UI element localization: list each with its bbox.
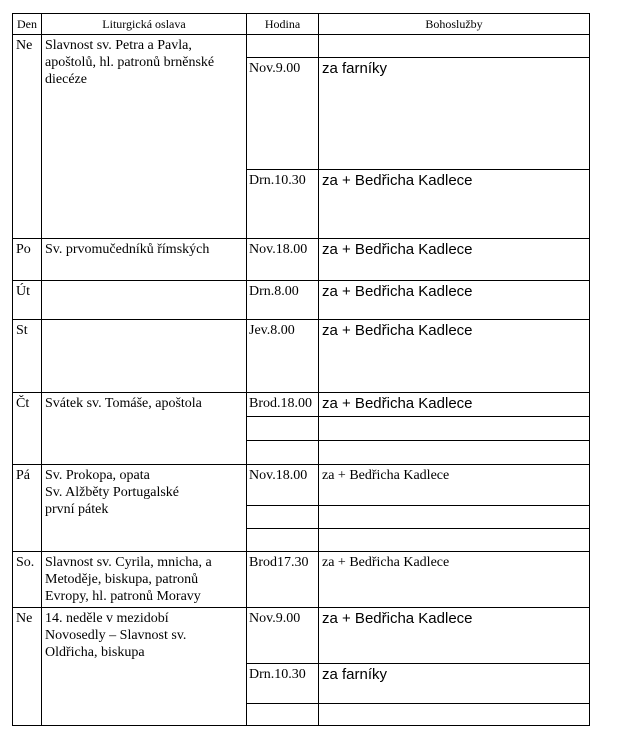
day-cell: Ne (13, 35, 42, 239)
hour-cell: Drn.10.30 (247, 664, 319, 704)
day-cell: Pá (13, 465, 42, 552)
service-cell (319, 704, 590, 726)
service-cell (319, 35, 590, 58)
service-cell: za + Bedřicha Kadlece (319, 239, 590, 281)
celebration-line: Sv. prvomučedníků římských (45, 242, 210, 257)
celebration-line: Evropy, hl. patronů Moravy (45, 589, 201, 604)
service-cell: za farníky (319, 664, 590, 704)
service-cell: za + Bedřicha Kadlece (319, 608, 590, 664)
hour-cell (247, 529, 319, 552)
celebration-cell (42, 552, 247, 608)
day-cell: Ne (13, 608, 42, 726)
table-row (13, 465, 590, 506)
celebration-line: Metoděje, biskupa, patronů (45, 572, 199, 587)
header-hour: Hodina (247, 14, 319, 35)
service-cell: za + Bedřicha Kadlece (319, 393, 590, 417)
service-cell (319, 529, 590, 552)
celebration-cell (42, 239, 247, 281)
hour-cell: Jev.8.00 (247, 320, 319, 393)
day-cell: So. (13, 552, 42, 608)
service-cell (319, 441, 590, 465)
celebration-cell (42, 393, 247, 465)
celebration-cell (42, 465, 247, 552)
celebration-line: první pátek (45, 502, 109, 517)
day-cell: St (13, 320, 42, 393)
hour-cell (247, 441, 319, 465)
hour-cell: Drn.10.30 (247, 170, 319, 239)
service-cell: za + Bedřicha Kadlece (319, 170, 590, 239)
celebration-line: Sv. Prokopa, opata (45, 468, 150, 483)
celebration-line: 14. neděle v mezidobí (45, 611, 169, 626)
hour-cell (247, 35, 319, 58)
celebration-cell (42, 35, 247, 239)
celebration-cell (42, 320, 247, 393)
day-cell: Po (13, 239, 42, 281)
header-day: Den (13, 14, 42, 35)
hour-cell: Nov.9.00 (247, 58, 319, 170)
hour-cell: Brod.18.00 (247, 393, 319, 417)
service-cell: za farníky (319, 58, 590, 170)
celebration-cell (42, 608, 247, 726)
service-cell: za + Bedřicha Kadlece (319, 552, 590, 608)
celebration-line: Sv. Alžběty Portugalské (45, 485, 180, 500)
hour-cell: Nov.18.00 (247, 239, 319, 281)
schedule-table (12, 13, 590, 726)
table-row (13, 239, 590, 281)
service-cell: za + Bedřicha Kadlece (319, 281, 590, 320)
hour-cell: Nov.18.00 (247, 465, 319, 506)
service-cell: za + Bedřicha Kadlece (319, 320, 590, 393)
celebration-line: Novosedly – Slavnost sv. (45, 628, 187, 643)
header-services: Bohoslužby (319, 14, 590, 35)
celebration-line: Slavnost sv. Petra a Pavla, (45, 38, 192, 53)
hour-cell (247, 417, 319, 441)
header-celebration: Liturgická oslava (42, 14, 247, 35)
celebration-cell (42, 281, 247, 320)
service-cell (319, 506, 590, 529)
celebration-line: diecéze (45, 72, 87, 87)
celebration-line: Slavnost sv. Cyrila, mnicha, a (45, 555, 212, 570)
celebration-line: Svátek sv. Tomáše, apoštola (45, 396, 202, 411)
header-row (13, 14, 590, 35)
day-cell: Út (13, 281, 42, 320)
table-row (13, 320, 590, 393)
hour-cell: Nov.9.00 (247, 608, 319, 664)
hour-cell (247, 704, 319, 726)
service-cell: za + Bedřicha Kadlece (319, 465, 590, 506)
hour-cell: Brod17.30 (247, 552, 319, 608)
celebration-line: Oldřicha, biskupa (45, 645, 145, 660)
hour-cell (247, 506, 319, 529)
table-row (13, 552, 590, 608)
day-cell: Čt (13, 393, 42, 465)
table-row (13, 608, 590, 664)
hour-cell: Drn.8.00 (247, 281, 319, 320)
service-cell (319, 417, 590, 441)
table-row (13, 35, 590, 58)
celebration-line: apoštolů, hl. patronů brněnské (45, 55, 215, 70)
table-row (13, 281, 590, 320)
table-row (13, 393, 590, 417)
